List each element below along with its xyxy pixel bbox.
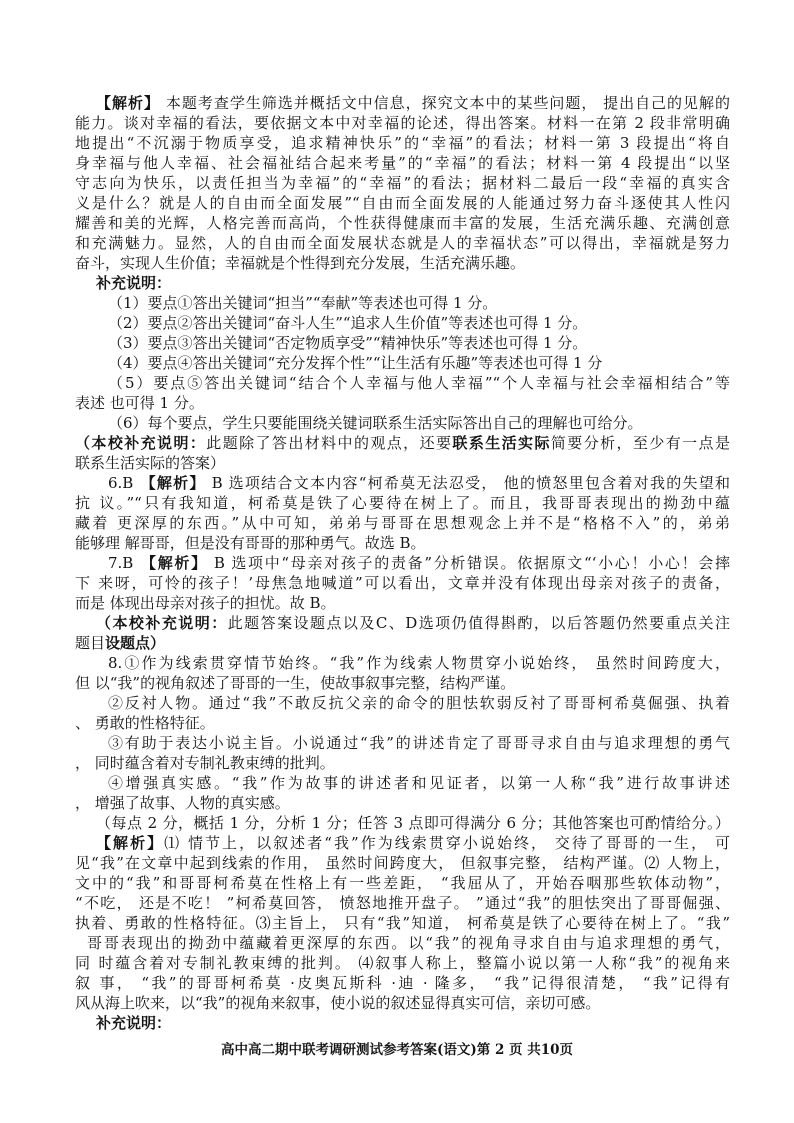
q8-analysis-line: 文中的“我”和哥哥柯希莫在性格上有一些差距， “我屈从了，开始吞咽那些软体动物”， [75, 874, 730, 892]
school-note-line [75, 633, 730, 653]
school-note-text: 此题答案设题点以及C、D选项仍值得斟酌，以后答题仍然要重点关注 [227, 614, 730, 632]
analysis-label: 【解析】 [139, 474, 206, 492]
analysis-text: B 选项中“母亲对孩子的责备”分析错误。依据原文“‘小心！小心！会摔 [213, 554, 730, 572]
school-note-label: （本校补充说明： [75, 434, 207, 452]
analysis-text: 本题考查学生筛选并概括文中信息，探究文本中的某些问题， 提出自己的见解的 [165, 94, 730, 112]
analysis-label: 【解析】 [139, 554, 208, 572]
supplement-heading: 补充说明： [96, 274, 172, 292]
q7-analysis-line: 而是 体现出母亲对孩子的担忧。故 B。 [75, 594, 336, 612]
school-note-text: 此题除了答出材料中的观点，还要 [206, 434, 453, 452]
q5-analysis-line: 身幸福与他人幸福、社会福祉结合起来考量”的“幸福”的看法；材料一第 4 段提出“以坚 [75, 154, 730, 172]
school-note-emphasis: 设题点） [105, 634, 166, 652]
school-note-line [75, 613, 730, 633]
q5-analysis-line: 和充满魅力。显然，人的自由而全面发展状态就是人的幸福状态”可以得出，幸福就是努力 [75, 234, 730, 252]
q6-answer: 6.B [108, 474, 134, 492]
q5-analysis-line: 守志向为快乐，以责任担当为幸福”的“幸福”的看法；据材料二最后一段“幸福的真实含 [75, 174, 730, 192]
analysis-label: 【解析】 [96, 94, 160, 112]
q8-analysis-line: 见“我”在文章中起到线索的作用， 虽然时间跨度大， 但叙事完整， 结构严谨。⑵ 人物上， [75, 854, 730, 872]
answer-content [75, 93, 730, 1033]
q6-analysis-line: 抗 议。”“只有我知道，柯希莫是铁了心要待在树上了。而且，我哥哥表现出的拗劲中蕴 [75, 494, 730, 512]
q8-analysis-line: “不吃， 还是不吃！ ”柯希莫回答， 愤怒地推开盘子。 ”通过“我”的胆怯突出了哥哥倔强、 [75, 894, 730, 912]
school-note-emphasis: 联系生活实际 [452, 434, 551, 452]
q8-answer-line: ③有助于表达小说主旨。小说通过“我”的讲述肯定了哥哥寻求自由与追求理想的勇气 [108, 734, 730, 752]
q8-analysis-line: 叙 事， “我”的哥哥柯希莫 ·皮奥瓦斯科 ·迪 · 隆多， “我”记得很清楚， “我”记得有 [75, 974, 730, 992]
supplement-item: （4）要点④答出关键词“充分发挥个性”“让生活有乐趣”等表述也可得 1 分 [108, 354, 603, 372]
q7-answer: 7.B [108, 554, 134, 572]
q8-analysis-line: 哥哥表现出的拗劲中蕴藏着更深厚的东西。以“我”的视角寻求自由与追求理想的勇气， [87, 934, 730, 952]
supplement-item: （1）要点①答出关键词“担当”“奉献”等表述也可得 1 分。 [108, 294, 498, 312]
supplement-item: （2）要点②答出关键词“奋斗人生”“追求人生价值”等表述也可得 1 分。 [108, 314, 588, 332]
school-note-text: 简要分析，至少有一点是 [550, 434, 730, 452]
page-footer: 高中高二期中联考调研测试参考答案(语文)第 2 页 共10页 [220, 1042, 574, 1058]
q7-answer-line [75, 553, 730, 573]
q5-analysis-line: 义是什么？就是人的自由而全面发展”“自由而全面发展的人能通过努力奋斗逐使其人性闪 [75, 194, 730, 212]
q8-answer-line: 但 以“我”的视角叙述了哥哥的一生，使故事叙事完整，结构严谨。 [75, 674, 516, 692]
q7-analysis-line: 下 来呀，可怜的孩子！’母焦急地喊道”可以看出，文章并没有体现出母亲对孩子的责备， [75, 574, 730, 592]
q8-analysis-line: 同 时蕴含着对专制礼教束缚的批判。 ⑷叙事人称上，整篇小说以第一人称“我”的视角来 [75, 954, 730, 972]
q8-answer-line: ， 增强了故事、人物的真实感。 [75, 794, 290, 812]
q5-analysis-line: 能力。谈对幸福的看法，要依据文本中对幸福的论述，得出答案。材料一在第 2 段非常明确 [75, 114, 730, 132]
q5-analysis-line: 奋斗，实现人生价值；幸福就是个性得到充分发展，生活充满乐趣。 [75, 254, 526, 272]
q5-analysis-line: 耀善和美的光辉，人格完善而高尚，个性获得健康而丰富的发展，生活充满乐趣、充满创意 [75, 214, 730, 232]
school-note-text: 题目 [75, 634, 106, 652]
q6-answer-line [75, 473, 730, 493]
q8-answer-line: ④增强真实感。“我”作为故事的讲述者和见证者，以第一人称“我”进行故事讲述 [108, 774, 730, 792]
q6-analysis-line: 能够理 解哥哥，但是没有哥哥的那种勇气。故选 B。 [75, 534, 426, 552]
analysis-label: 【解析】 [96, 834, 165, 852]
q6-analysis-line: 藏着 更深厚的东西。”从中可知，弟弟与哥哥在思想观念上并不是“格格不入”的，弟弟 [75, 514, 730, 532]
supplement-heading: 补充说明： [96, 1014, 172, 1032]
supplement-item: （5）要点⑤答出关键词“结合个人幸福与他人幸福”“个人幸福与社会幸福相结合”等 [108, 374, 730, 392]
q5-analysis-line: 地提出“不沉溺于物质享受，追求精神快乐”的“幸福”的看法；材料一第 3 段提出“将自 [75, 134, 730, 152]
analysis-text: B 选项结合文本内容“柯希莫无法忍受， 他的愤怒里包含着对我的失望和 [211, 474, 730, 492]
q8-analysis-line [75, 833, 730, 853]
q8-answer-line: 8.①作为线索贯穿情节始终。“我”作为线索人物贯穿小说始终， 虽然时间跨度大， [108, 654, 730, 672]
supplement-item: （6）每个要点，学生只要能围绕关键词联系生活实际答出自己的理解也可给分。 [108, 414, 643, 432]
q5-analysis-line [75, 93, 730, 113]
school-note-line: 联系生活实际的答案） [75, 454, 226, 472]
q8-analysis-line: 风从海上吹来，以“我”的视角来叙事，使小说的叙述显得真实可信，亲切可感。 [75, 994, 601, 1012]
q8-scoring-note: （每点 2 分，概括 1 分，分析 1 分；任答 3 点即可得满分 6 分；其他答案也可酌情给分。） [96, 814, 730, 832]
supplement-item: 表述 也可得 1 分。 [75, 394, 204, 412]
q8-answer-line: 、 勇敢的性格特征。 [75, 714, 215, 732]
school-note-line [75, 433, 730, 453]
supplement-item: （3）要点③答出关键词“否定物质享受”“精神快乐”等表述也可得 1 分。 [108, 334, 588, 352]
q8-answer-line: ， 同时蕴含着对专制礼教束缚的批判。 [75, 754, 335, 772]
school-note-label: （本校补充说明： [96, 614, 228, 632]
q8-analysis-line: 执着、勇敢的性格特征。⑶主旨上， 只有“我”知道， 柯希莫是铁了心要待在树上了。“我” [75, 914, 730, 932]
analysis-text: ⑴ 情节上，以叙述者“我”作为线索贯穿小说始终， 交待了哥哥的一生， 可 [164, 834, 730, 852]
q8-answer-line: ②反衬人物。通过“我”不敢反抗父亲的命令的胆怯软弱反衬了哥哥柯希莫倔强、执着 [108, 694, 730, 712]
